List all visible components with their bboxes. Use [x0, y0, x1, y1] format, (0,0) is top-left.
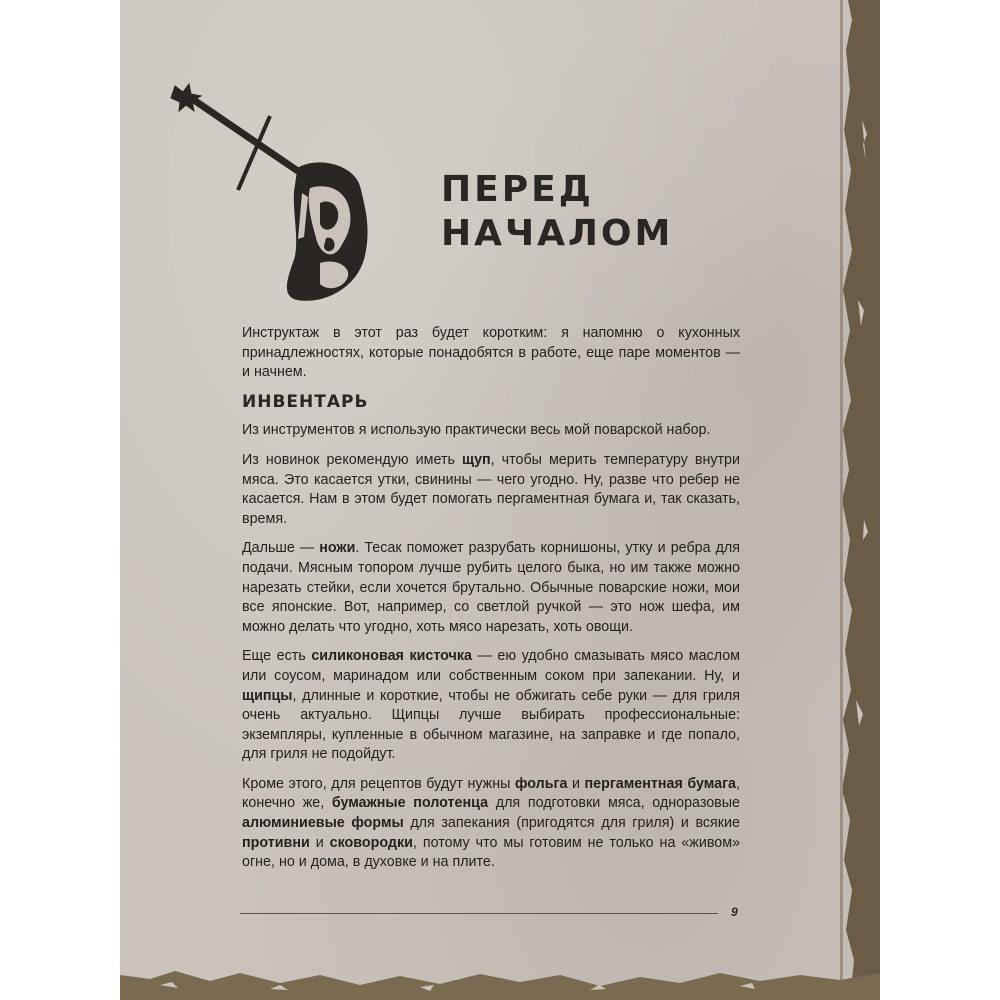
bold-term: пергаментная бумага	[584, 775, 737, 792]
torn-right-edge	[840, 0, 880, 1000]
title-line-2: НАЧАЛОМ	[441, 213, 674, 254]
bold-term: алюминиевые формы	[242, 815, 404, 832]
paragraph-4: Еще есть силиконовая кисточка — ею удобно смазывать мясо маслом или соусом, маринадом или собственным соком при запекании. Ну, и щипцы, длинные и короткие, чтобы не обжигать себе руки — для гриля очень актуально. Щипцы лучше выбирать профессиональные: экземпляры, купленные в обычном магазине, на заправке и где попало, для гриля не подойдут.	[242, 648, 740, 763]
bold-term: фольга	[514, 775, 568, 792]
page-number: 9	[731, 905, 738, 919]
bold-term: сковородки	[329, 834, 413, 851]
title-line-1: ПЕРЕД	[441, 169, 594, 210]
paragraph-3: Дальше — ножи. Тесак поможет разрубать корнишоны, утку и ребра для подачи. Мясным топором лучше рубить целого быка, но им также можно нарезать стейки, если хочется брутально. Обычные поварские ножи, мои все японские. Вот, например, со светлой ручкой — это нож шефа, им можно делать что угодно, хоть мясо нарезать, хоть овощи.	[242, 540, 741, 635]
bold-term: щуп	[462, 451, 491, 468]
bold-term: силиконовая кисточка	[311, 648, 472, 665]
section-heading: ИНВЕНТАРЬ	[242, 391, 369, 412]
paragraph-2: Из новинок рекомендую иметь щуп, чтобы мерить температуру внутри мяса. Это касается утки, свинины — чего угодно. Ну, разве что ребер не касается. Нам в этом будет помогать пергаментная бумага и, так сказать, время.	[242, 451, 740, 527]
page-title	[441, 168, 741, 256]
torn-bottom-edge	[120, 945, 880, 1000]
article-body	[242, 324, 740, 883]
meat-on-skewer-illustration	[170, 78, 385, 310]
intro-paragraph: Инструктаж в этот раз будет коротким: я напомню о кухонных принадлежностях, которые понадобятся в работе, еще паре моментов — и начнем.	[242, 325, 740, 381]
paragraph-5: Кроме этого, для рецептов будут нужны фольга и пергаментная бумага, конечно же, бумажные полотенца для подготовки мяса, одноразовые алюминиевые формы для запекания (пригодятся для гриля) и всякие противни и сковородки, потому что мы готовим не только на «живом» огне, но и дома, в духовке и на плите.	[242, 775, 741, 871]
footer-rule	[240, 913, 718, 914]
bold-term: щипцы	[242, 687, 293, 704]
bold-term: противни	[242, 834, 310, 851]
paragraph-1: Из инструментов я использую практически весь мой поварской набор.	[242, 422, 711, 439]
bold-term: бумажные полотенца	[331, 795, 489, 812]
bold-term: ножи	[319, 540, 356, 557]
